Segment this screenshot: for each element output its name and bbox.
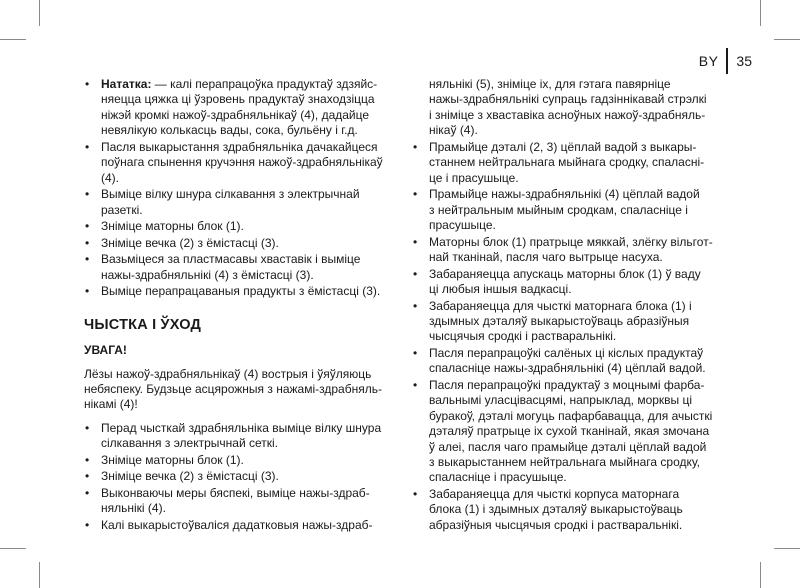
- list-item: [84, 469, 404, 484]
- header-divider: [726, 48, 728, 74]
- list-item-line: буракоў, дэталі могуць пафарбавацца, для ачысткі: [429, 408, 713, 423]
- list-item-line: Прамыйце нажы-здрабняльнікі (4) цёплай вадой: [429, 187, 700, 202]
- warning-line: Лёзы нажоў-здрабняльнікаў (4) вострыя і ўяўляюць: [84, 366, 372, 381]
- bullet: •: [85, 486, 90, 501]
- list-item-line: сілкавання з электрычнай сеткі.: [101, 436, 279, 451]
- list-item-line: Выміце перапрацаваныя прадукты з ёмістасці (3).: [101, 284, 381, 299]
- list-item: [84, 518, 404, 533]
- list-item-line: Пасля выкарыстання здрабняльніка дачакайцеся: [101, 139, 378, 154]
- bullet: •: [413, 139, 418, 154]
- list-item-line: і зніміце з хваставіка асноўных нажоў-здрабняль-: [429, 107, 706, 122]
- list-item: [84, 219, 404, 234]
- crop-mark-bottom-left-h: [0, 548, 26, 549]
- crop-mark-bottom-right-v: [760, 562, 761, 588]
- crop-mark-top-right-h: [774, 39, 800, 40]
- list-item-line: прасушыце.: [429, 218, 496, 233]
- list-item: [412, 187, 717, 233]
- crop-mark-top-left-h: [0, 39, 26, 40]
- list-item-line: Забараняецца для чысткі корпуса маторнага: [429, 487, 680, 502]
- warning-text: [84, 367, 404, 413]
- list-item-line: Зніміце вечка (2) з ёмістасці (3).: [101, 235, 279, 250]
- list-item-line: нажы-здрабняльнікі супраць гадзіннікавай стрэлкі: [429, 92, 707, 107]
- list-item-line: Забараняецца апускаць маторны блок (1) ў ваду: [429, 266, 701, 281]
- list-item: [412, 299, 717, 345]
- list-item-line: станнем нейтральнага мыйнага сродку, спаласні-: [429, 155, 705, 170]
- list-item-line: блока (1) і здымных дэталяў выкарыстоўваць: [429, 502, 683, 517]
- list-item-line: нажы-здрабняльнікі (4) з ёмістасці (3).: [101, 267, 314, 282]
- list-item: [412, 487, 717, 533]
- list-item-line: нікаў (4).: [429, 123, 478, 138]
- bullet: •: [85, 452, 90, 467]
- warning-line: нікамі (4)!: [84, 397, 138, 412]
- list-item-line: няльнікі (4).: [101, 501, 166, 516]
- bullet: •: [85, 187, 90, 202]
- list-item-line: дэталяў пратрыце іх сухой тканінай, якая змочана: [429, 424, 710, 439]
- list-item: [412, 235, 717, 266]
- bullet: •: [85, 77, 90, 91]
- list-item-line: Калі выкарыстоўваліся дадатковыя нажы-здраб-: [101, 518, 373, 533]
- bullet: •: [413, 298, 418, 313]
- list-item: [84, 421, 404, 452]
- bullet: •: [85, 252, 90, 267]
- list-item: [84, 140, 404, 186]
- right-column: [412, 77, 717, 534]
- list-item-line: абразіўныя чысцячыя сродкі і растваральнікі.: [429, 517, 683, 532]
- list-item-line: Зніміце вечка (2) з ёмістасці (3).: [101, 469, 279, 484]
- list-item-line: невялікую колькасць вады, сока, бульёну і г.д.: [101, 123, 358, 138]
- list-item-line: Маторны блок (1) пратрыце мяккай, злёгку вільгот-: [429, 234, 713, 249]
- list-item-line: (4).: [101, 170, 119, 185]
- bullet: •: [413, 378, 418, 393]
- cleaning-steps-list: [84, 421, 404, 534]
- list-item-line: Забараняецца для чысткі маторнага блока (1) і: [429, 298, 692, 313]
- crop-mark-bottom-left-v: [39, 562, 40, 588]
- list-item-line: — калі перапрацоўка прадуктаў здзяйс-: [151, 77, 378, 91]
- bullet: •: [85, 284, 90, 299]
- bullet: •: [85, 469, 90, 484]
- language-code: BY: [698, 53, 719, 69]
- list-item-line: ці любыя іншыя вадкасці.: [429, 282, 572, 297]
- bullet: •: [85, 139, 90, 154]
- list-item-line: Перад чысткай здрабняльніка выміце вілку шнура: [101, 420, 382, 435]
- bullet: •: [85, 518, 90, 533]
- list-item-line: най тканінай, пасля чаго вытрыце насуха.: [429, 250, 663, 265]
- page-number: 35: [736, 53, 752, 69]
- crop-mark-bottom-right-h: [774, 548, 800, 549]
- bullet: •: [85, 420, 90, 435]
- usage-steps-list: [84, 77, 404, 300]
- left-column: [84, 77, 404, 535]
- list-item-line: Зніміце маторны блок (1).: [101, 219, 244, 234]
- list-item-line: чысцячыя сродкі і растваральнікі.: [429, 329, 617, 344]
- warning-line: небяспеку. Будзьце асцярожныя з нажамі-здрабняль-: [84, 382, 382, 397]
- bullet: •: [413, 346, 418, 361]
- list-item-line: це і прасушыце.: [429, 170, 519, 185]
- list-item-line: ніжэй кромкі нажоў-здрабняльнікаў (4), дадайце: [101, 107, 370, 122]
- bullet: •: [413, 266, 418, 281]
- list-item-line: здымных дэталяў выкарыстоўваць абразіўныя: [429, 314, 690, 329]
- list-item-line: Пасля перапрацоўкі прадуктаў з моцнымі фарба-: [429, 378, 705, 393]
- section-title: ЧЫСТКА І ЎХОД: [84, 316, 202, 333]
- list-item-continuation: [412, 77, 717, 139]
- list-item: [412, 378, 717, 486]
- list-item-line: няльнікі (5), зніміце іх, для гэтага павярніце: [429, 77, 671, 91]
- list-item-line: Прамыйце дэталі (2, 3) цёплай вадой з выкары-: [429, 139, 697, 154]
- list-item-line: вальнымі уласцівасцямі, напрыклад, морквы ці: [429, 393, 693, 408]
- note-label: Нататка:: [101, 77, 152, 91]
- list-item-line: разеткі.: [101, 202, 143, 217]
- list-item: [412, 267, 717, 298]
- list-item: [84, 486, 404, 517]
- list-item-line: няецца цяжка ці ўзровень прадуктаў знаходзіцца: [101, 92, 375, 107]
- bullet: •: [85, 219, 90, 234]
- list-item-line: спаласніце нажы-здрабняльнікі (4) цёплай вадой.: [429, 361, 706, 376]
- list-item-line: з нейтральным мыйным сродкам, спаласніце і: [429, 202, 688, 217]
- list-item-line: Выконваючы меры бяспекі, выміце нажы-здраб-: [101, 486, 370, 501]
- list-item-line: ў алеі, пасля чаго прамыйце дэталі цёплай вадой: [429, 439, 707, 454]
- list-item-line: поўнага спынення кручэння нажоў-здрабняльнікаў: [101, 155, 383, 170]
- bullet: •: [413, 187, 418, 202]
- cleaning-steps-list-continued: [412, 77, 717, 533]
- list-item-line: Пасля перапрацоўкі салёных ці кіслых прадуктаў: [429, 346, 704, 361]
- crop-mark-top-right-v: [760, 0, 761, 26]
- list-item: [412, 346, 717, 377]
- list-item: [84, 187, 404, 218]
- bullet: •: [85, 235, 90, 250]
- page-header: [699, 48, 752, 74]
- list-item: [412, 140, 717, 186]
- list-item-line: Зніміце маторны блок (1).: [101, 452, 244, 467]
- crop-mark-top-left-v: [39, 0, 40, 26]
- list-item: [84, 453, 404, 468]
- list-item: [84, 284, 404, 299]
- warning-title: УВАГА!: [84, 343, 127, 358]
- list-item-line: Выміце вілку шнура сілкавання з электрычнай: [101, 187, 360, 202]
- list-item: [84, 252, 404, 283]
- bullet: •: [413, 487, 418, 502]
- list-item-line: Вазьміцеся за пластмасавы хваставік і выміце: [101, 252, 361, 267]
- list-item: [84, 77, 404, 139]
- list-item-line: спаласніце і прасушыце.: [429, 470, 567, 485]
- list-item: [84, 236, 404, 251]
- list-item-line: з выкарыстаннем нейтральнага мыйнага сродку,: [429, 455, 700, 470]
- bullet: •: [413, 234, 418, 249]
